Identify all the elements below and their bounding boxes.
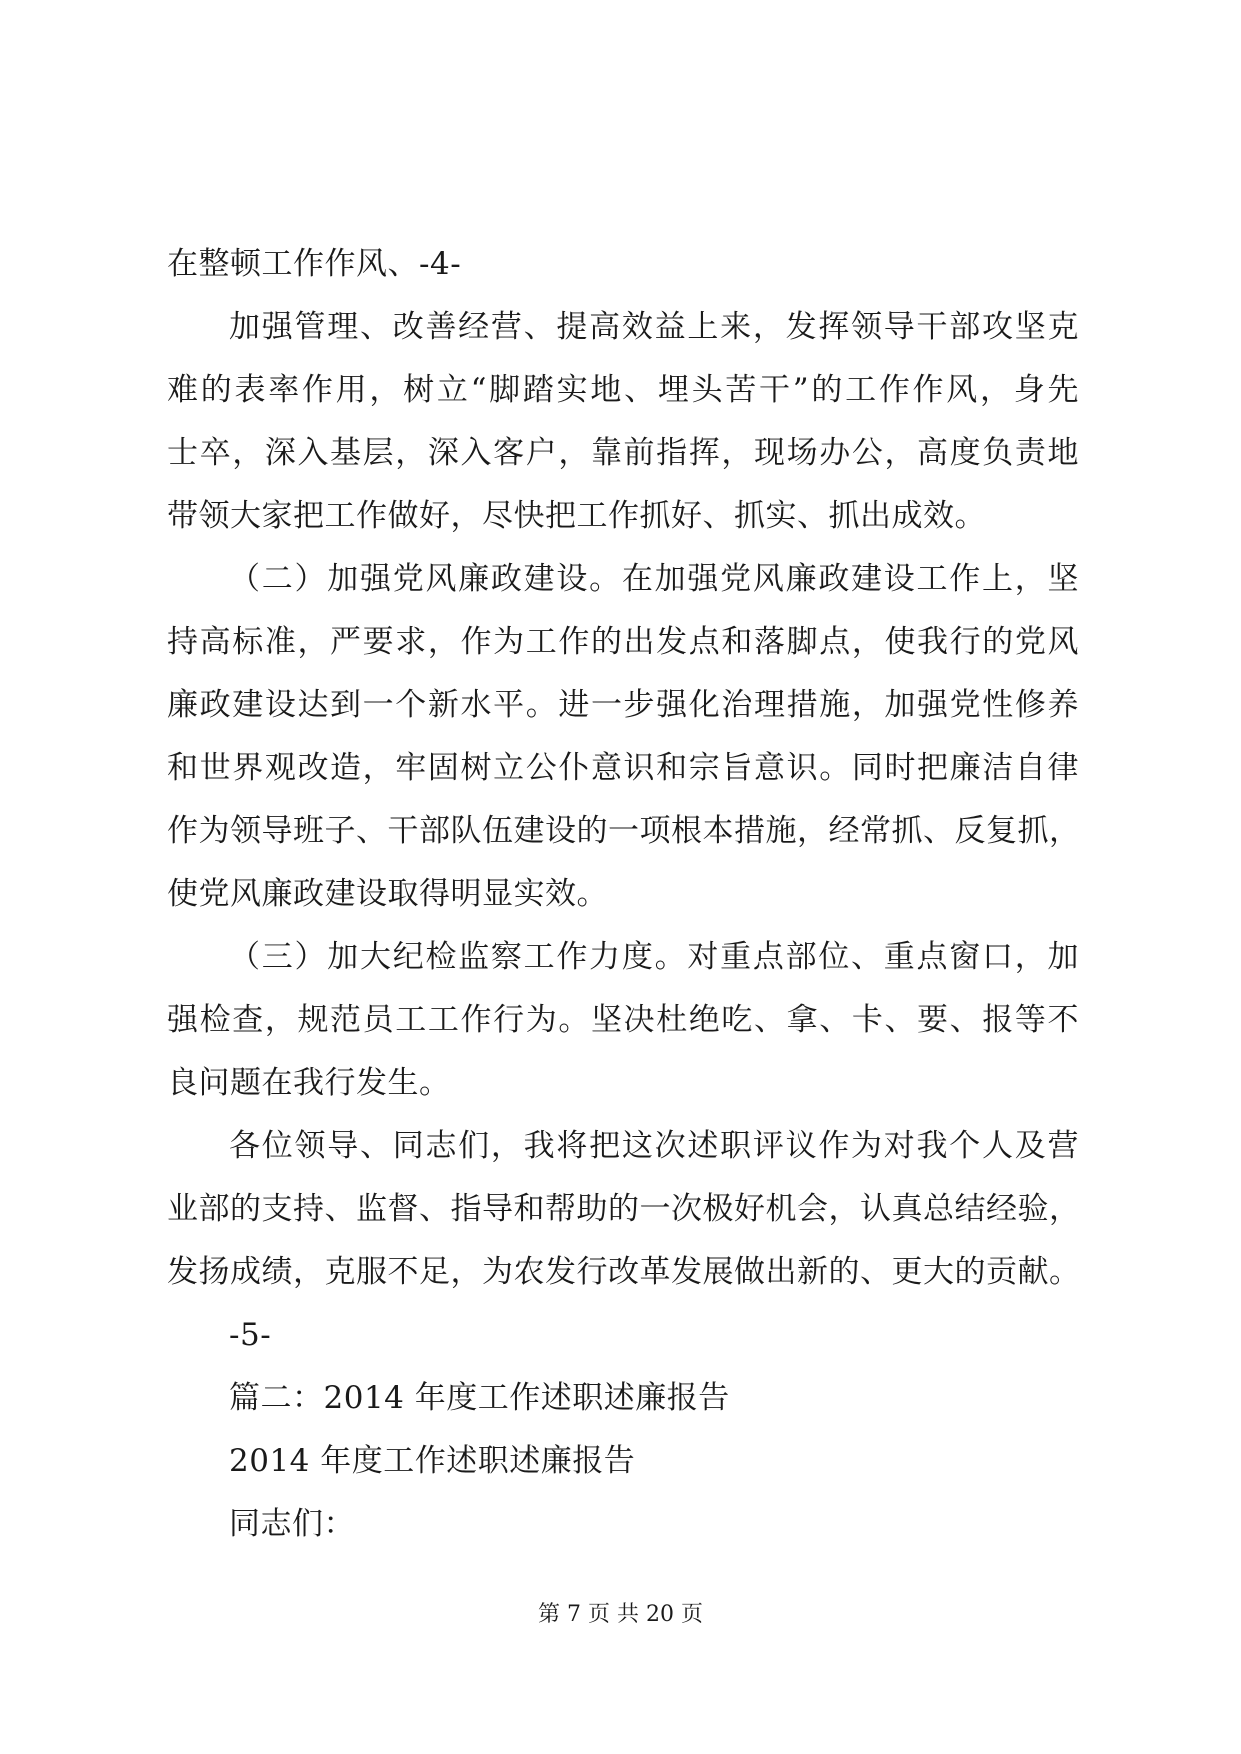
paragraph-line: 难的表率作用，树立“脚踏实地、埋头苦干”的工作作风，身先 <box>167 372 1079 408</box>
paragraph-line: 和世界观改造，牢固树立公仆意识和宗旨意识。同时把廉洁自律 <box>167 750 1079 786</box>
paragraph-line: 士卒，深入基层，深入客户，靠前指挥，现场办公，高度负责地 <box>167 435 1079 471</box>
paragraph-line: 发扬成绩，克服不足，为农发行改革发展做出新的、更大的贡献。 <box>167 1254 1081 1290</box>
paragraph-line: 良问题在我行发生。 <box>167 1065 451 1101</box>
document-body <box>167 233 1079 1556</box>
paragraph-line: 使党风廉政建设取得明显实效。 <box>167 876 608 912</box>
paragraph-line: 持高标准，严要求，作为工作的出发点和落脚点，使我行的党风 <box>167 624 1079 660</box>
paragraph-line: 在整顿工作作风、-4- <box>167 246 462 282</box>
paragraph-line: 各位领导、同志们，我将把这次述职评议作为对我个人及营 <box>229 1128 1079 1164</box>
report-title: 2014 年度工作述职述廉报告 <box>229 1443 636 1479</box>
paragraph-line: 作为领导班子、干部队伍建设的一项根本措施，经常抓、反复抓， <box>167 813 1081 849</box>
paragraph-line: 廉政建设达到一个新水平。进一步强化治理措施，加强党性修养 <box>167 687 1079 723</box>
page-footer: 第 7 页 共 20 页 <box>538 1602 703 1627</box>
paragraph-line: 强检查，规范员工工作行为。坚决杜绝吃、拿、卡、要、报等不 <box>167 1002 1079 1038</box>
salutation: 同志们： <box>229 1506 355 1542</box>
paragraph-line: （三）加大纪检监察工作力度。对重点部位、重点窗口，加 <box>229 939 1079 975</box>
paragraph-line: 带领大家把工作做好，尽快把工作抓好、抓实、抓出成效。 <box>167 498 986 534</box>
section-heading: 篇二：2014 年度工作述职述廉报告 <box>229 1380 730 1416</box>
page-marker: -5- <box>229 1317 272 1353</box>
paragraph-line: （二）加强党风廉政建设。在加强党风廉政建设工作上，坚 <box>229 561 1079 597</box>
paragraph-line: 业部的支持、监督、指导和帮助的一次极好机会，认真总结经验， <box>167 1191 1081 1227</box>
paragraph-line: 加强管理、改善经营、提高效益上来，发挥领导干部攻坚克 <box>229 309 1079 345</box>
